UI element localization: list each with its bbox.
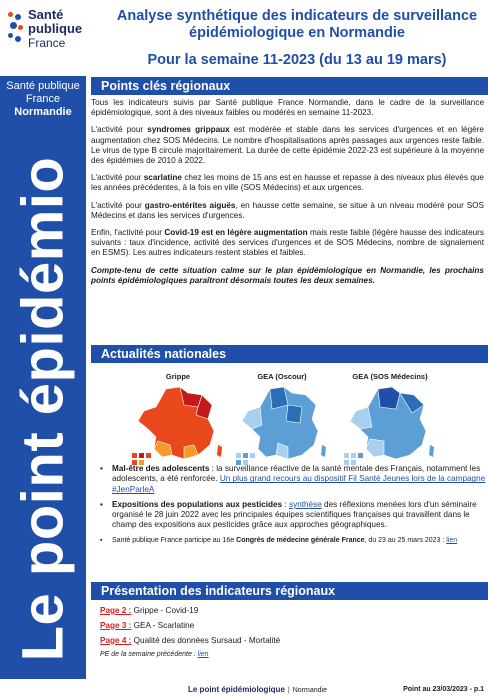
section-heading-actualites: Actualités nationales: [91, 345, 488, 363]
map-gea-sos-title: GEA (SOS Médecins): [352, 372, 428, 381]
link-synthese[interactable]: synthèse: [288, 499, 322, 509]
link-page-2[interactable]: Page 2 :: [100, 606, 132, 615]
news-item-pesticides: ▪ Expositions des populations aux pesticides : synthèse des réflexions menées lors d'un séminaire organisé le 28 juin 2022 avec les principales équipes scientifiques françaises qui travaillent dans le champ des expositions aux pesticides grâce aux approches géographiques.: [100, 500, 486, 531]
footer-brand: Le point épidémiologique: [188, 685, 285, 694]
presentation-row: Page 3 : GEA - Scarlatine: [100, 620, 195, 630]
paragraph-grippe: L'activité pour syndromes grippaux est modérée et stable dans les services d'urgences et en légère augmentation chez SOS Médecins. Le nombre d'hospitalisations après passages aux urgences reste faible. Le virus de type B circule majoritairement. La durée de cette épidémie 2022-23 est supérieure à la moyenne des épidémies de 2010 à 2022.: [91, 125, 484, 166]
sidebar-org: Santé publique France: [6, 80, 80, 105]
news-item-adolescents: ▪ Mal-être des adolescents : la surveillance réactive de la santé mentale des Français, notamment les adolescents, a été renforcée. Un plus grand recours au dispositif Fil Santé Jeunes lors de la campagne #JenParleA: [100, 464, 486, 495]
page-title: Analyse synthétique des indicateurs de surveillance épidémiologique en Normandie: [116, 8, 478, 41]
map-gea-oscour: [232, 372, 332, 472]
map-grippe: [128, 372, 228, 472]
link-previous-edition[interactable]: lien: [197, 651, 209, 659]
presentation-list: [100, 606, 480, 661]
link-page-3[interactable]: Page 3 :: [100, 620, 132, 630]
paragraph-scarlatine: L'activité pour scarlatine chez les moins de 15 ans est en hausse et repasse à des niveaux plus élevés que les années précédentes, à la fois en ville (SOS Médecins) et aux urgences.: [91, 173, 484, 193]
map-gea-oscour-title: GEA (Oscour): [257, 372, 307, 381]
sidebar-vertical-title: Le point épidémio: [10, 156, 76, 662]
map-gea-sos-france: [340, 385, 440, 467]
news-list: [100, 464, 486, 550]
logo-line2: publique: [28, 21, 83, 36]
logo-line3: France: [28, 36, 66, 50]
logo-line1: Santé: [28, 7, 64, 22]
presentation-row: Page 2 : Grippe - Covid-19: [100, 606, 199, 615]
paragraph-conclusion: Compte-tenu de cette situation calme sur le plan épidémiologique en Normandie, les prochains points épidémiologiques paraîtront désormais toutes les deux semaines.: [91, 265, 484, 285]
map-grippe-france: [128, 385, 228, 467]
footer-region: Normandie: [292, 687, 327, 694]
sidebar: [0, 76, 86, 679]
section-heading-points-cles: Points clés régionaux: [91, 77, 488, 95]
section-heading-presentation: Présentation des indicateurs régionaux: [91, 582, 488, 600]
link-page-4[interactable]: Page 4 :: [100, 635, 132, 645]
paragraph-intro: Tous les indicateurs suivis par Santé publique France Normandie, dans le cadre de la surveillance épidémiologique, sont à des niveaux faibles ou modérés en semaine 11-2023.: [91, 98, 484, 118]
map-gea-oscour-france: [232, 385, 332, 467]
link-fil-sante-jeunes[interactable]: Un plus grand recours au dispositif Fil Santé Jeunes lors de la campagne #JenParleA: [112, 474, 486, 494]
footer-separator: |: [287, 687, 290, 694]
footer-page-info: Point au 23/03/2023 - p.1: [403, 686, 484, 693]
points-cles-body: [91, 98, 484, 293]
link-congres[interactable]: lien: [446, 536, 458, 544]
map-grippe-title: Grippe: [165, 372, 191, 381]
presentation-row: Page 4 : Qualité des données Sursaud - Mortalité: [100, 635, 281, 645]
paragraph-covid: Enfin, l'activité pour Covid-19 est en légère augmentation mais reste faible (légère hausse des indicateurs suivants : taux d'incidence, activité des services d'urgences et de SOS Médecins, nombre de signalement en ESMS). Les autres indicateurs restent stables et faibles.: [91, 228, 484, 258]
map-gea-sos: [340, 372, 440, 472]
previous-edition: PE de la semaine précédente : lien: [100, 651, 209, 659]
sidebar-region: Normandie: [14, 106, 72, 118]
week-subtitle: Pour la semaine 11-2023 (du 13 au 19 mars): [147, 52, 447, 68]
news-item-congres: ▪ Santé publique France participe au 16e Congrès de médecine générale France, du 23 au 25 mars 2023 : lien: [100, 536, 486, 545]
sidebar-vertical-title-box: [6, 156, 80, 662]
footer: [0, 682, 488, 697]
logo-dots-icon: [8, 12, 24, 46]
santepubliquefrance-logo: [8, 6, 108, 58]
paragraph-gea: L'activité pour gastro-entérites aiguës, en hausse cette semaine, se situe à un niveau modéré pour SOS Médecins et dans les services d'urgences.: [91, 200, 484, 220]
